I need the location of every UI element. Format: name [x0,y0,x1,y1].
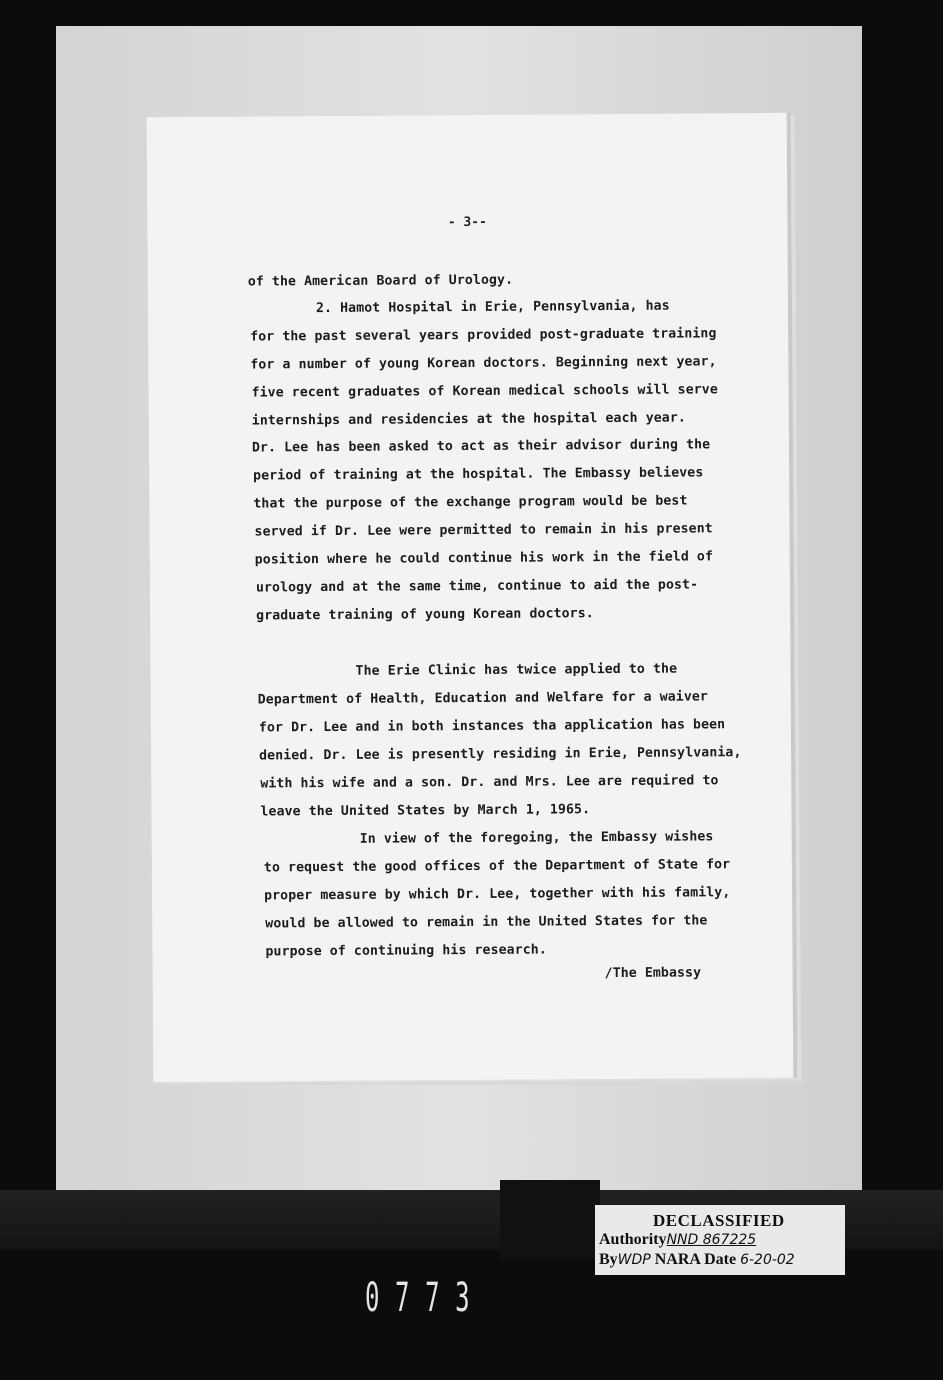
stamp-date-value: 6-20-02 [740,1252,795,1268]
text-line: graduate training of young Korean doctors. [256,606,594,624]
stamp-nara-label: NARA Date [654,1251,737,1268]
text-line: to request the good offices of the Department of State for [263,857,731,876]
text-line: for the past several years provided post-graduate training [250,326,717,345]
text-line: of the American Board of Urology. [247,272,514,290]
text-line: denied. Dr. Lee is presently residing in Erie, Pennsylvania, [259,745,742,764]
text-line: served if Dr. Lee were permitted to remain in his present [254,521,713,540]
text-line: Dr. Lee has been asked to act as their advisor during the [251,437,711,456]
frame-number: 0773 [365,1275,486,1321]
stamp-authority-value: NND 867225 [666,1232,757,1248]
text-line: five recent graduates of Korean medical schools will serve [251,382,718,401]
text-line: purpose of continuing his research. [265,942,547,960]
stamp-by-label: By [599,1251,618,1268]
text-line: leave the United States by March 1, 1965. [260,802,591,820]
stamp-by-row [599,1251,795,1269]
text-line: that the purpose of the exchange program would be best [253,493,688,512]
stamp-authority-row [599,1231,756,1249]
text-line: The Erie Clinic has twice applied to the [355,661,678,679]
text-line: Department of Health, Education and Welfare for a waiver [257,689,708,708]
text-line: urology and at the same time, continue to aid the post- [255,577,699,596]
declassified-stamp [595,1205,845,1275]
page-number: - 3-- [447,214,487,231]
closing-line: /The Embassy [604,965,702,982]
text-line: internships and residencies at the hospital each year. [251,410,686,429]
text-line: position where he could continue his work in the field of [254,549,714,568]
text-line: for a number of young Korean doctors. Beginning next year, [250,354,717,373]
stamp-by-value: WDP [617,1252,651,1268]
text-line: period of training at the hospital. The Embassy believes [253,465,704,484]
text-line: 2. Hamot Hospital in Erie, Pennsylvania, has [315,298,670,317]
text-line: for Dr. Lee and in both instances tha application has been [258,717,726,736]
text-line: proper measure by which Dr. Lee, together with his family, [264,885,731,904]
film-dark-block [500,1180,600,1260]
text-line: In view of the foregoing, the Embassy wishes [359,829,714,847]
stamp-title: DECLASSIFIED [653,1211,785,1230]
stamp-authority-label: Authority [599,1231,667,1248]
text-line: would be allowed to remain in the United States for the [265,913,708,932]
document-page [147,113,794,1082]
text-line: with his wife and a son. Dr. and Mrs. Lee are required to [260,773,719,792]
